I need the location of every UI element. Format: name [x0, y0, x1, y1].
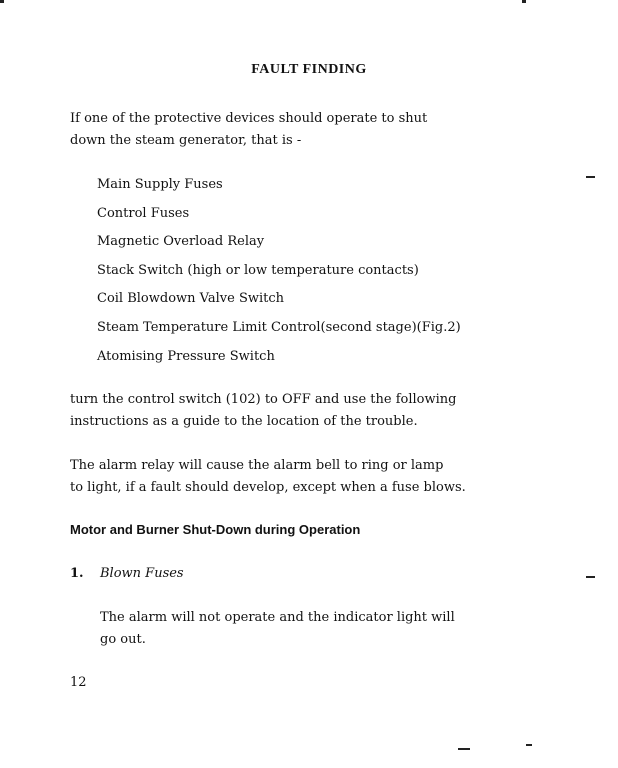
page-number: 12: [70, 675, 87, 690]
instructions-line-2: instructions as a guide to the location of the trouble.: [70, 414, 418, 429]
scan-mark: [586, 576, 595, 578]
item-number: 1.: [70, 566, 84, 581]
alarm-line-2: to light, if a fault should develop, except when a fuse blows.: [70, 480, 466, 495]
list-item: Coil Blowdown Valve Switch: [97, 291, 285, 307]
list-item: Stack Switch (high or low temperature contacts): [97, 262, 419, 278]
instructions-paragraph: [70, 389, 500, 433]
scan-mark: [526, 744, 532, 746]
list-item: Main Supply Fuses: [97, 177, 223, 192]
numbered-item-1: [70, 566, 184, 581]
item-label: Blown Fuses: [100, 566, 184, 581]
intro-paragraph: [70, 108, 500, 152]
list-item: Magnetic Overload Relay: [97, 234, 265, 250]
scan-mark: [586, 176, 595, 178]
page-title: FAULT FINDING: [251, 62, 367, 77]
list-item: Control Fuses: [97, 205, 190, 221]
list-item: Steam Temperature Limit Control(second stage)(Fig.2): [97, 319, 461, 335]
intro-line-2: down the steam generator, that is -: [70, 133, 302, 148]
intro-line-1: If one of the protective devices should operate to shut: [70, 111, 428, 126]
item-1-line-2: go out.: [100, 632, 146, 647]
scan-mark: [458, 748, 470, 750]
item-1-description: [100, 607, 500, 651]
scan-mark: [522, 0, 526, 3]
alarm-paragraph: [70, 455, 500, 499]
scan-mark: [0, 0, 4, 3]
section-heading: Motor and Burner Shut-Down during Operation: [70, 522, 361, 537]
alarm-line-1: The alarm relay will cause the alarm bell to ring or lamp: [70, 458, 444, 473]
protective-devices-list: [97, 174, 461, 374]
item-1-line-1: The alarm will not operate and the indicator light will: [100, 610, 455, 625]
instructions-line-1: turn the control switch (102) to OFF and use the following: [70, 392, 457, 407]
list-item: Atomising Pressure Switch: [97, 348, 275, 364]
